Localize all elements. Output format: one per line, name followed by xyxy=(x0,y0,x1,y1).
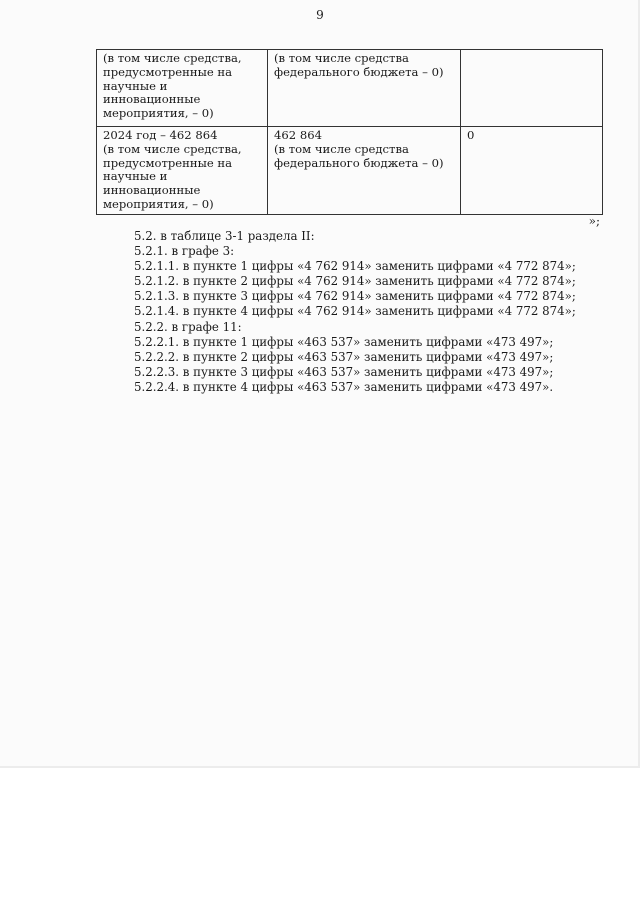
table-closing-quote: »; xyxy=(588,214,600,228)
amendment-line: 5.2.2.1. в пункте 1 цифры «463 537» заменить цифрами «473 497»; xyxy=(134,334,554,349)
table-cell-regional: (в том числе средства федерального бюджета – 0) xyxy=(268,50,461,127)
funding-table xyxy=(96,49,603,215)
amendment-line: 5.2.2.3. в пункте 3 цифры «463 537» заменить цифрами «473 497»; xyxy=(134,364,554,379)
table-cell-regional: 462 864 (в том числе средства федерального бюджета – 0) xyxy=(268,127,461,215)
table-cell-other xyxy=(461,50,603,127)
amendment-line: 5.2.1.3. в пункте 3 цифры «4 762 914» заменить цифрами «4 772 874»; xyxy=(134,289,576,304)
table-cell-total: (в том числе средства, предусмотренные на научные и инновационные мероприятия, – 0) xyxy=(97,50,268,127)
amendment-line: 5.2.2.2. в пункте 2 цифры «463 537» заменить цифрами «473 497»; xyxy=(134,349,554,364)
table-cell-other: 0 xyxy=(461,127,603,215)
amendment-line: 5.2.1. в графе 3: xyxy=(134,244,235,259)
table-row xyxy=(97,127,603,215)
amendment-line: 5.2.1.2. в пункте 2 цифры «4 762 914» заменить цифрами «4 772 874»; xyxy=(134,274,576,289)
amendment-line: 5.2.1.4. в пункте 4 цифры «4 762 914» заменить цифрами «4 772 874»; xyxy=(134,304,576,319)
amendment-line: 5.2. в таблице 3-1 раздела II: xyxy=(134,229,315,243)
page-number: 9 xyxy=(316,8,324,22)
amendments-list xyxy=(134,229,614,395)
table-row xyxy=(97,50,603,127)
amendment-line: 5.2.2.4. в пункте 4 цифры «463 537» заменить цифрами «473 497». xyxy=(134,379,554,394)
amendment-line: 5.2.2. в графе 11: xyxy=(134,319,242,334)
amendment-line: 5.2.1.1. в пункте 1 цифры «4 762 914» заменить цифрами «4 772 874»; xyxy=(134,259,576,274)
table-cell-total: 2024 год – 462 864 (в том числе средства, предусмотренные на научные и инновационные мероприятия, – 0) xyxy=(97,127,268,215)
